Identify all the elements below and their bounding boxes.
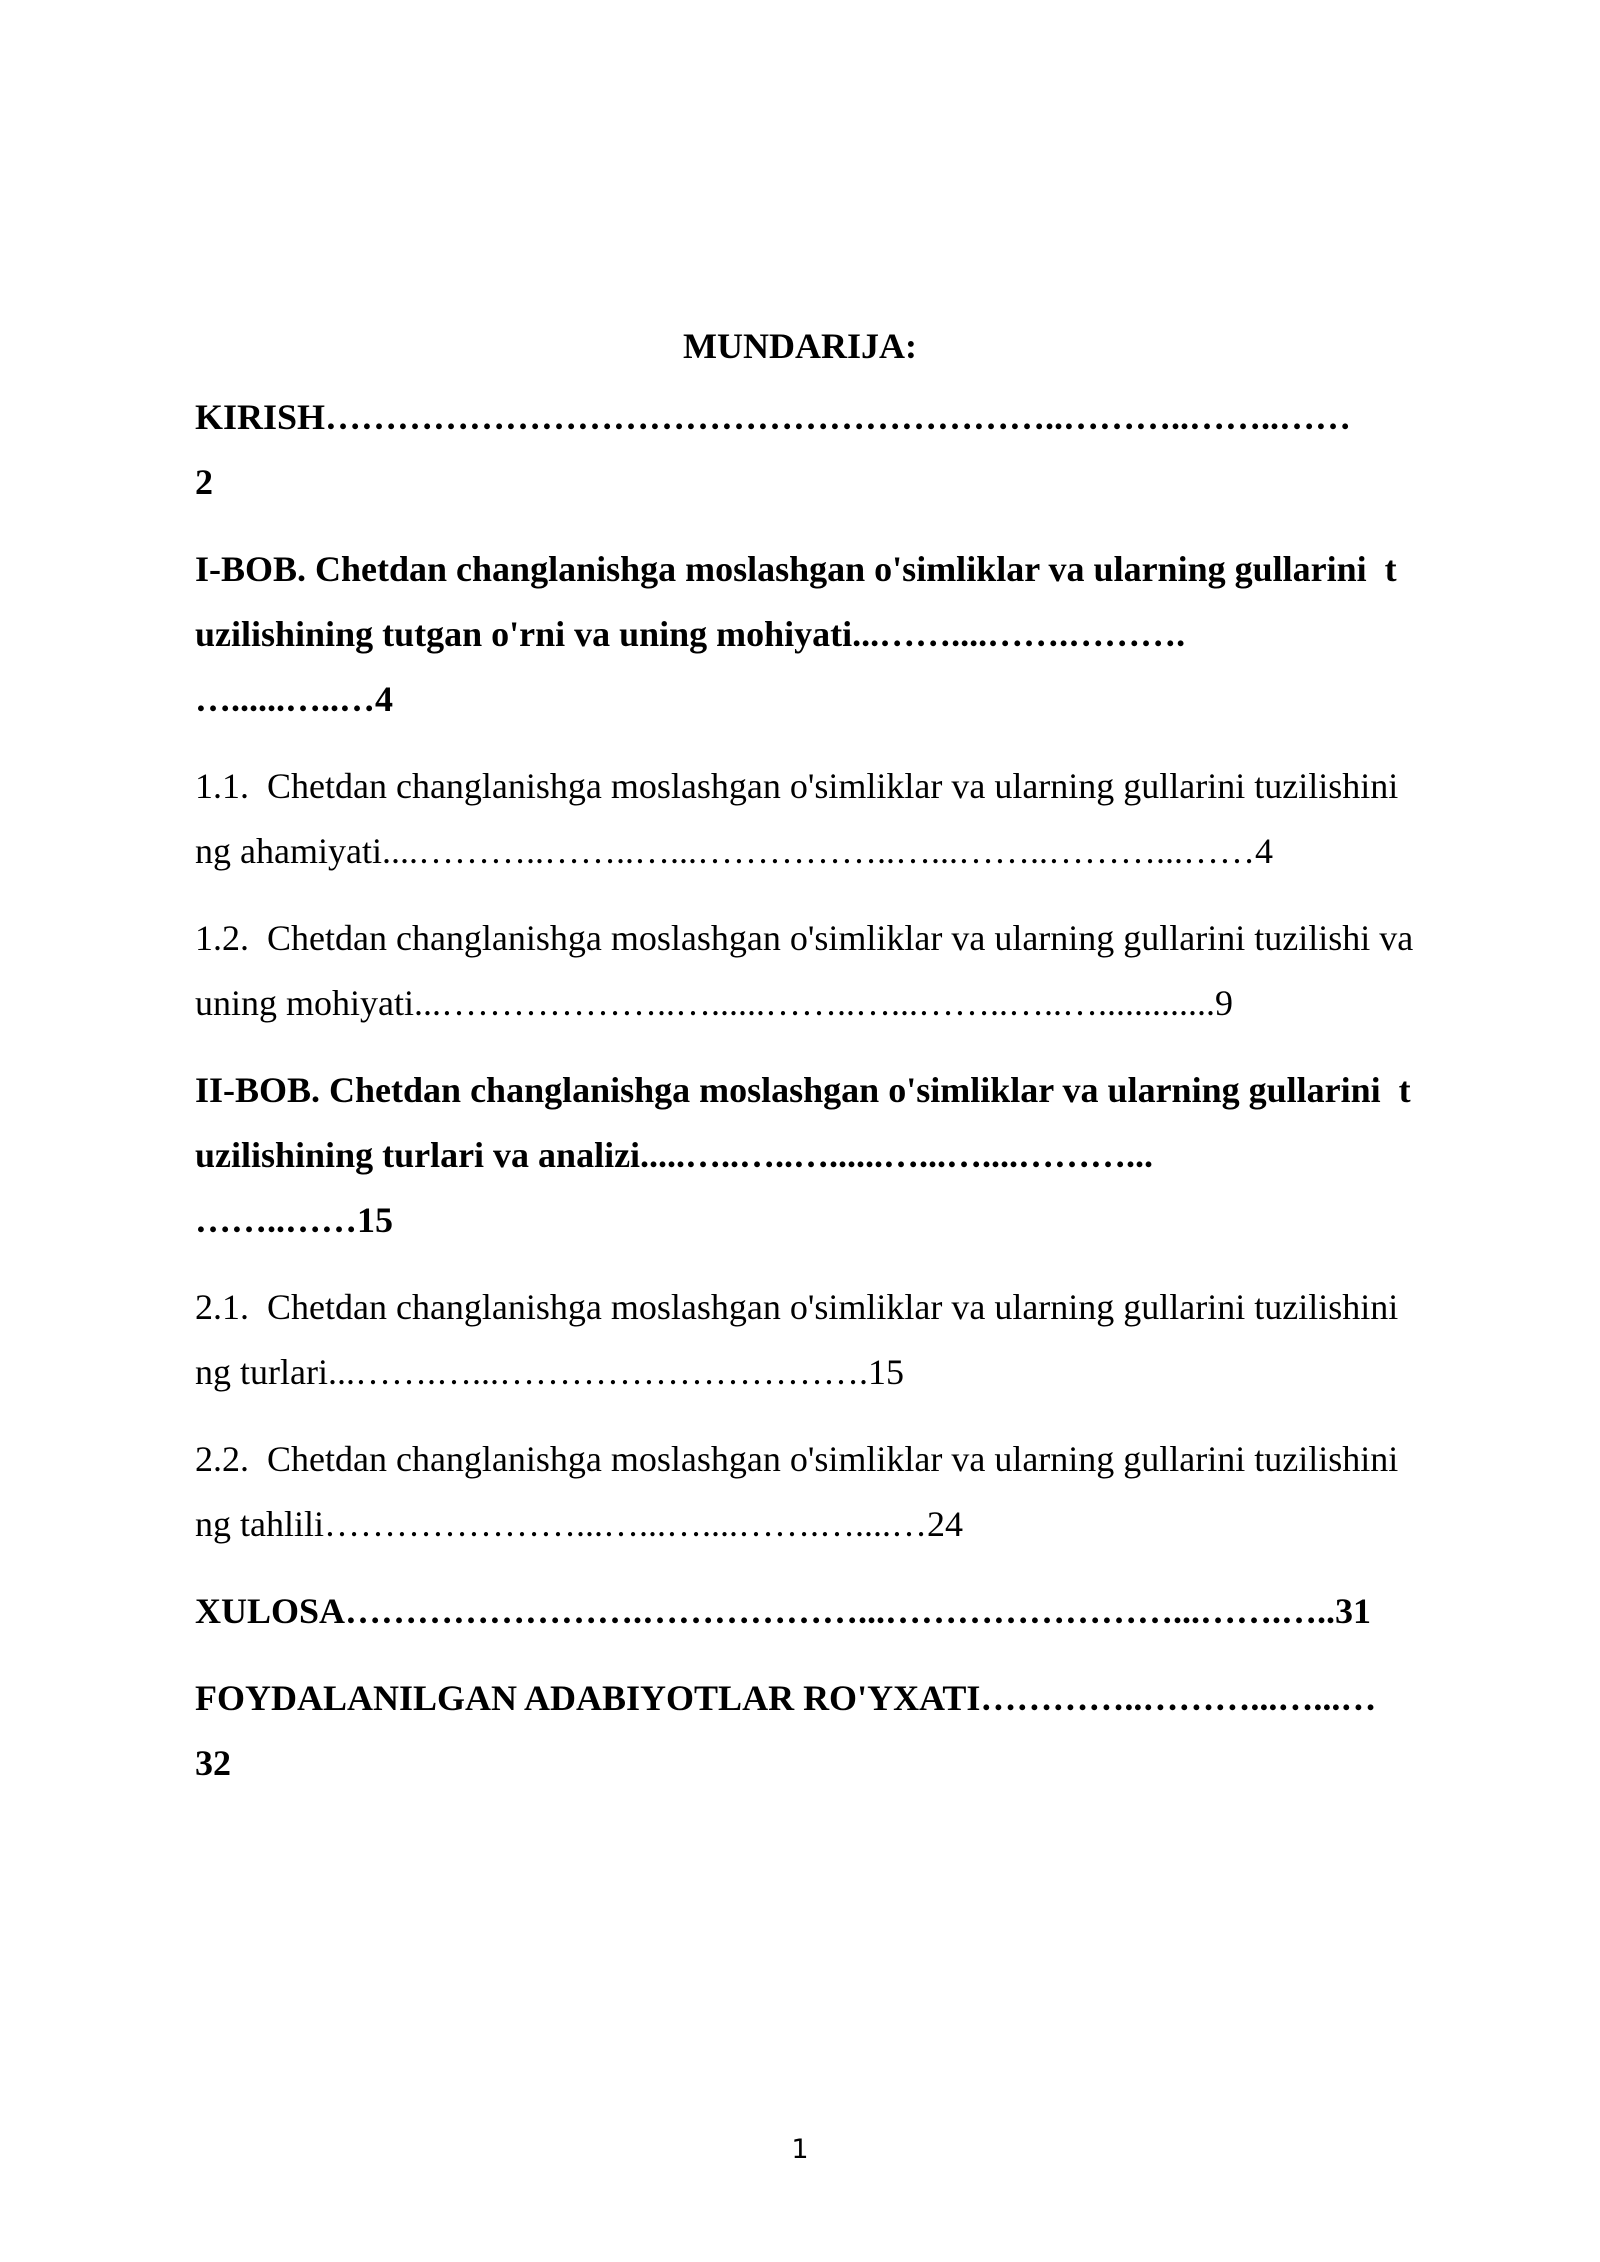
toc-entry-chapter-2[interactable]: II-BOB. Chetdan changlanishga moslashgan o'simliklar va ularning gullarini tuzilishining turlari va analizi.....…..…..…......…...…....………... ……..……15 bbox=[195, 1070, 1411, 1240]
toc-entry-references[interactable]: FOYDALANILGAN ADABIYOTLAR RO'YXATI…………..………...…...… 32 bbox=[195, 1678, 1377, 1783]
toc-entry-section-2-2[interactable]: 2.2. Chetdan changlanishga moslashgan o'simliklar va ularning gullarini tuzilishining tahlili…………………...…...…....…….…....…24 bbox=[195, 1439, 1399, 1544]
page-title: MUNDARIJA: bbox=[683, 326, 917, 366]
toc-entry-chapter-1[interactable]: I-BOB. Chetdan changlanishga moslashgan o'simliklar va ularning gullarini tuzilishining tutgan o'rni va uning mohiyati...……....…….………. …......…..…4 bbox=[195, 549, 1397, 719]
toc-entry-xulosa[interactable]: XULOSA…………………….………………...……………………...…….…..31 bbox=[195, 1591, 1372, 1631]
toc-entry-section-1-2[interactable]: 1.2. Chetdan changlanishga moslashgan o'simliklar va ularning gullarini tuzilishi va uning mohiyati...………………..…......……..…...……..…..….............9 bbox=[195, 918, 1423, 1023]
page-number: 1 bbox=[791, 2134, 809, 2165]
toc-entry-kirish[interactable]: KIRISH……………………………………………………..………..……..…… 2 bbox=[195, 397, 1352, 502]
toc-entry-section-1-1[interactable]: 1.1. Chetdan changlanishga moslashgan o'simliklar va ularning gullarini tuzilishining ahamiyati....………..……..…...……………..…...……..………...……4 bbox=[195, 766, 1399, 871]
table-of-contents bbox=[195, 385, 1423, 1818]
toc-entry-section-2-1[interactable]: 2.1. Chetdan changlanishga moslashgan o'simliklar va ularning gullarini tuzilishining turlari...…….…...………………………….15 bbox=[195, 1287, 1399, 1392]
